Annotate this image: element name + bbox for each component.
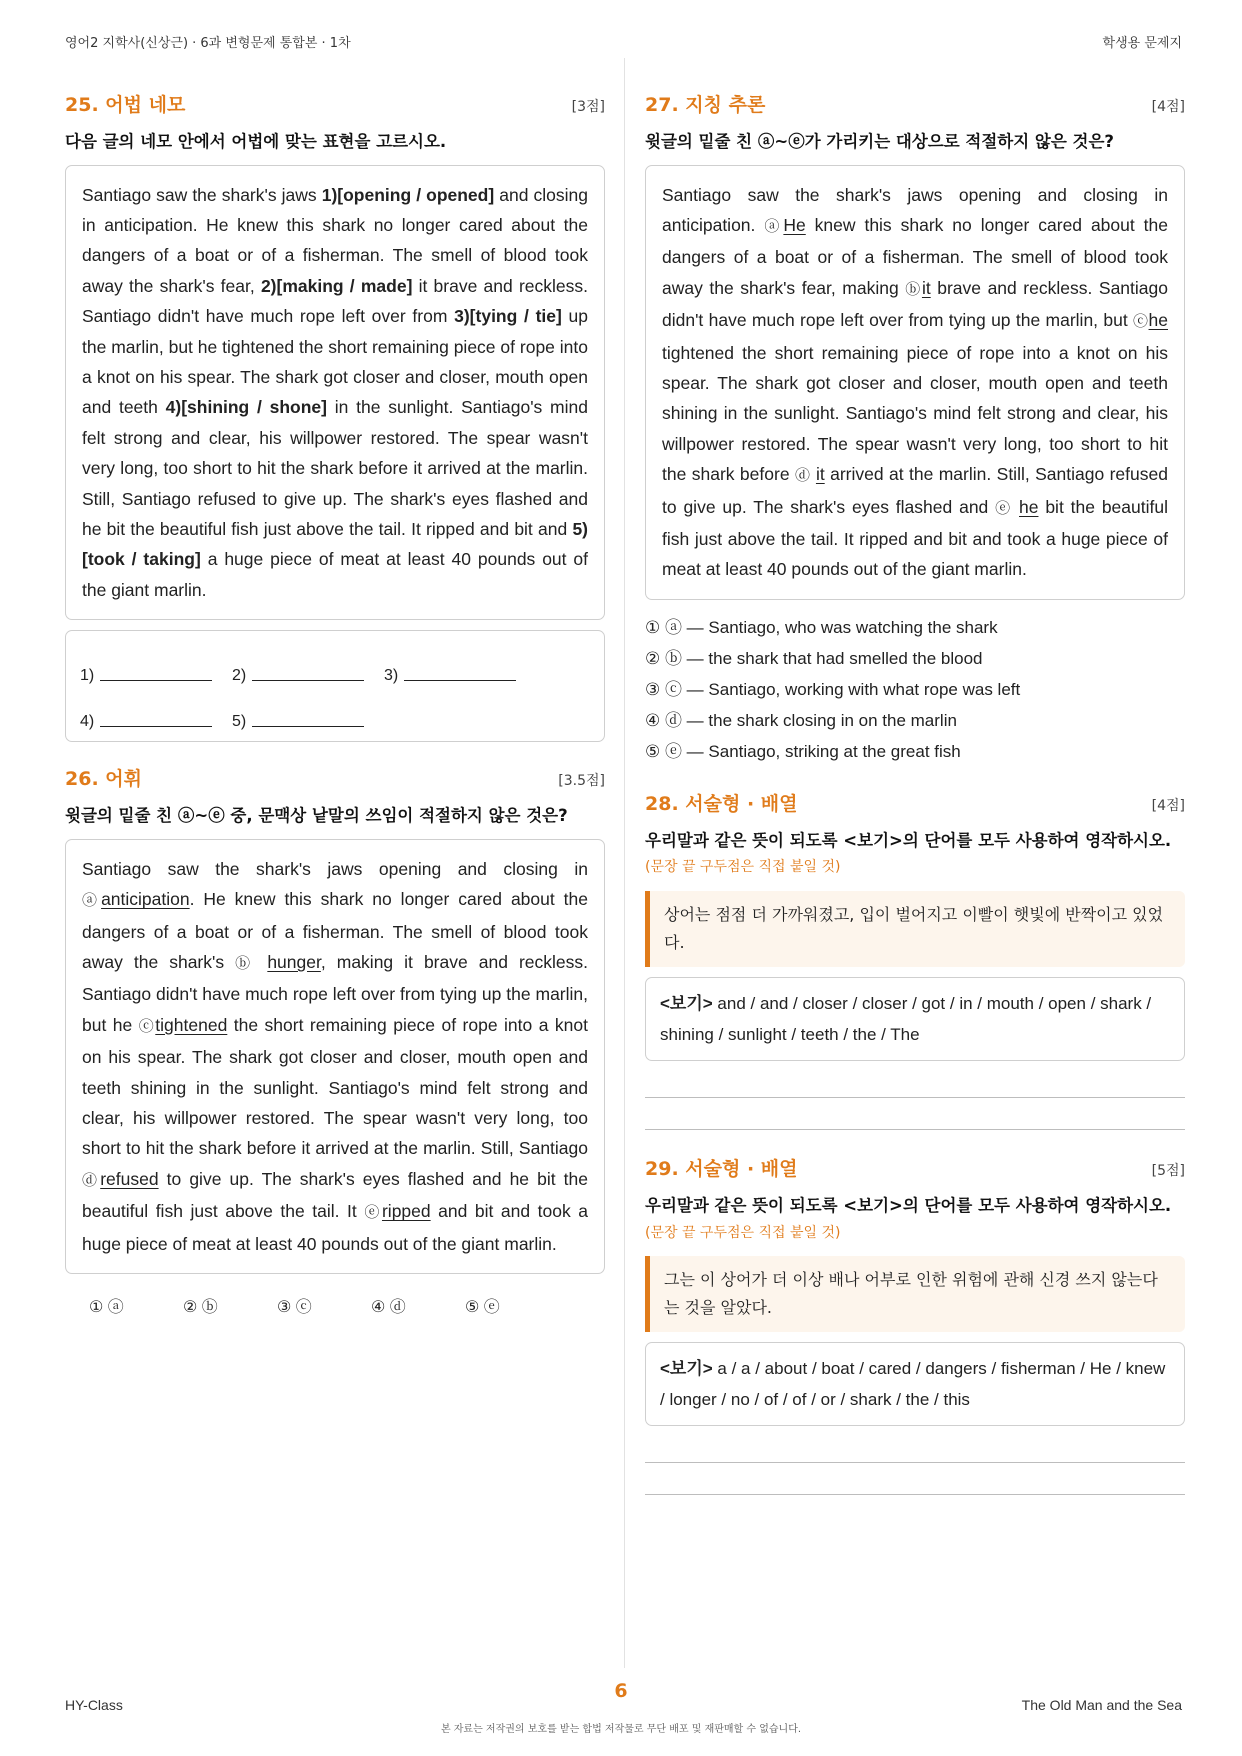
blank-choice: 5) [took / taking] [82, 519, 588, 570]
answer-blank-4[interactable] [80, 713, 232, 731]
question-28 [645, 789, 1185, 1130]
answer-blank-1[interactable] [80, 667, 232, 685]
answer-label: 5) [232, 713, 247, 731]
passage-text: knew this shark no longer cared about the dangers of a boat or of a fisherman. The smell of blood took away the shark's fear, making [662, 214, 1168, 298]
q26-title: 26. 어휘 [65, 768, 142, 791]
q25-passage [65, 165, 605, 621]
q28-instruction [645, 828, 1185, 879]
option-2[interactable]: ② ⓑ — the shark that had smelled the blood [645, 648, 983, 668]
underlined-word: he [1019, 496, 1039, 517]
answer-label: 1) [80, 667, 95, 685]
passage-text: arrived at the marlin. Still, Santiago refused to give up. The shark's eyes flashed and [662, 464, 1168, 517]
circled-marker: ⓓ [82, 1171, 101, 1189]
bogi-label: <보기> [660, 994, 713, 1014]
q29-word-bank [645, 1342, 1185, 1426]
q29-points: [5점] [1151, 1163, 1185, 1180]
passage-text: the short remaining piece of rope into a knot on his spear. The shark got closer and closer, mouth open and teeth shining in the sunlight. Santiago's mind felt strong and clear, his willpower restored. The spear wasn't very long, too short to hit the shark before it arrived at the marlin. Still, Santiago [82, 1014, 588, 1159]
q27-options [645, 612, 1185, 767]
underlined-word: ripped [381, 1201, 431, 1222]
answer-blank-3[interactable] [384, 667, 536, 685]
q26-instruction: 윗글의 밑줄 친 ⓐ~ⓔ 중, 문맥상 낱말의 쓰임이 적절하지 않은 것은? [65, 806, 568, 826]
q27-points: [4점] [1151, 99, 1185, 115]
q29-instruction [645, 1193, 1185, 1244]
circled-marker: ⓓ [794, 467, 811, 485]
circled-marker: ⓒ [138, 1017, 156, 1035]
blank-choice: 4)[shining / shone] [165, 397, 327, 418]
answer-label: 2) [232, 667, 247, 685]
q29-title: 29. 서술형 · 배열 [645, 1158, 798, 1181]
q27-passage [645, 165, 1185, 600]
blank-choice: 2)[making / made] [260, 275, 413, 296]
passage-text: to give up. The shark's eyes flashed and he bit the beautiful fish just above the tail. It [82, 1168, 588, 1222]
passage-text: up the marlin, but he tightened the short remaining piece of rope into a knot on his spear. The shark got closer and closer, mouth open and teeth [82, 306, 588, 418]
underlined-word: he [1148, 310, 1168, 331]
q25-points: [3점] [571, 99, 605, 115]
answer-blank-5[interactable] [232, 713, 384, 731]
circled-marker: ⓐ [82, 892, 102, 910]
passage-text [1012, 497, 1019, 517]
passage-text: Santiago saw the shark's jaws opening and closing in anticipation. [662, 184, 1168, 235]
passage-text [256, 952, 267, 972]
header-left: 영어2 지학사(신상근) · 6과 변형문제 통합본 · 1차 [65, 36, 351, 51]
passage-text: bit the beautiful fish just above the tail. It ripped and bit and took a huge piece of meat at least 40 pounds out of the giant marlin. [662, 496, 1168, 580]
q25-title: 25. 어법 네모 [65, 94, 186, 116]
q29-answer-line-2[interactable] [645, 1494, 1185, 1495]
passage-text: tightened the short remaining piece of rope into a knot on his spear. The shark got closer and closer, mouth open and teeth shining in the sunlight. Santiago's mind felt strong and clear, his willpower restored. The spear wasn't very long, too short to hit the shark before [662, 342, 1168, 485]
answer-label: 3) [384, 667, 399, 685]
passage-text: , making it brave and reckless. Santiago didn't have much rope left over from tying up the marlin, but he [82, 952, 588, 1035]
blank-choice: 3)[tying / tie] [454, 306, 562, 327]
copyright-notice: 본 자료는 저작권의 보호를 받는 합법 저작물로 무단 배포 및 재판매할 수 없습니다. [440, 1724, 802, 1735]
underlined-word: it [921, 277, 931, 298]
q29-answer-line-1[interactable] [645, 1462, 1185, 1463]
passage-text: Santiago saw the shark's jaws [82, 184, 322, 205]
passage-text: and bit and took a huge piece of meat at least 40 pounds out of the giant marlin. [82, 1201, 588, 1254]
footer-brand: HY-Class [65, 1697, 123, 1713]
option-4[interactable]: ④ ⓓ — the shark closing in on the marlin [645, 710, 957, 730]
bogi-label: <보기> [660, 1359, 713, 1379]
bogi-words: and / and / closer / closer / got / in / mouth / open / shark / shining / sunlight / teeth / the / The [660, 994, 1152, 1045]
answer-blank-2[interactable] [232, 667, 384, 685]
choice-4[interactable]: ④ ⓓ [371, 1299, 406, 1317]
blank-choice: 1)[opening / opened] [321, 184, 495, 205]
q26-points: [3.5점] [558, 773, 605, 790]
q28-korean-sentence: 상어는 점점 더 가까워졌고, 입이 벌어지고 이빨이 햇빛에 반짝이고 있었다. [645, 891, 1185, 967]
choice-3[interactable]: ③ ⓒ [277, 1299, 312, 1317]
circled-marker: ⓒ [1133, 313, 1149, 331]
circled-marker: ⓑ [235, 955, 257, 973]
bogi-words: a / a / about / boat / cared / dangers / fisherman / He / knew / longer / no / of / of / or / shark / the / this [660, 1359, 1166, 1410]
passage-text: and closing in anticipation. He knew this shark no longer cared about the dangers of a boat or of a fisherman. The smell of blood took away the shark's fear, [82, 184, 588, 296]
option-5[interactable]: ⑤ ⓔ — Santiago, striking at the great fish [645, 741, 961, 761]
footer-title: The Old Man and the Sea [1021, 1697, 1182, 1713]
choice-2[interactable]: ② ⓑ [183, 1299, 218, 1317]
passage-text: a huge piece of meat at least 40 pounds out of the giant marlin. [82, 549, 589, 600]
circled-marker: ⓐ [764, 217, 784, 235]
instruction-note: (문장 끝 구두점은 직접 붙일 것) [645, 859, 841, 876]
passage-text: Santiago saw the shark's jaws opening and closing in [82, 858, 588, 879]
question-27 [645, 90, 1185, 767]
answer-label: 4) [80, 713, 95, 731]
circled-marker: ⓔ [364, 1204, 382, 1222]
column-divider [624, 58, 625, 1668]
instruction-note: (문장 끝 구두점은 직접 붙일 것) [645, 1224, 841, 1241]
header-right: 학생용 문제지 [1102, 36, 1182, 51]
underlined-word: tightened [155, 1014, 228, 1035]
question-29 [645, 1154, 1185, 1495]
q29-korean-sentence: 그는 이 상어가 더 이상 배나 어부로 인한 위험에 관해 신경 쓰지 않는다는 것을 알았다. [645, 1256, 1185, 1332]
instruction-text: 우리말과 같은 뜻이 되도록 <보기>의 단어를 모두 사용하여 영작하시오. [645, 1196, 1172, 1216]
q28-answer-line-1[interactable] [645, 1097, 1185, 1098]
left-column [65, 90, 605, 1317]
q25-answer-box [65, 630, 605, 742]
q27-instruction: 윗글의 밑줄 친 ⓐ~ⓔ가 가리키는 대상으로 적절하지 않은 것은? [645, 132, 1114, 151]
right-column [645, 90, 1185, 1495]
q28-points: [4점] [1151, 797, 1185, 814]
q26-choices [65, 1294, 605, 1317]
q28-title: 28. 서술형 · 배열 [645, 792, 798, 815]
question-25 [65, 90, 605, 742]
choice-5[interactable]: ⑤ ⓔ [465, 1299, 500, 1317]
q27-title: 27. 지칭 추론 [645, 94, 766, 116]
underlined-word: it [815, 464, 825, 485]
passage-text: in the sunlight. Santiago's mind felt strong and clear, his willpower restored. The spear wasn't very long, too short to hit the shark before it arrived at the marlin. Still, Santiago refused to give up. The shark's eyes flashed and he bit the beautiful fish just above the tail. It ripped and bit and [82, 397, 588, 540]
option-3[interactable]: ③ ⓒ — Santiago, working with what rope was left [645, 679, 1021, 699]
passage-text: it brave and reckless. Santiago didn't have much rope left over from [82, 275, 588, 327]
underlined-word: He [783, 214, 806, 235]
option-1[interactable]: ① ⓐ — Santiago, who was watching the shark [645, 617, 998, 637]
passage-text: . He knew this shark no longer cared about the dangers of a boat or of a fisherman. The smell of blood took away the shark's [82, 889, 588, 973]
page-number: 6 [614, 1680, 628, 1702]
instruction-text: 우리말과 같은 뜻이 되도록 <보기>의 단어를 모두 사용하여 영작하시오. [645, 830, 1172, 850]
circled-marker: ⓔ [995, 499, 1013, 517]
underlined-word: hunger [267, 952, 321, 973]
q26-passage [65, 839, 605, 1274]
q25-instruction: 다음 글의 네모 안에서 어법에 맞는 표현을 고르시오. [65, 132, 447, 151]
passage-text: brave and reckless. Santiago didn't have much rope left over from tying up the marlin, but [662, 277, 1168, 331]
choice-1[interactable]: ① ⓐ [89, 1299, 124, 1317]
q28-answer-line-2[interactable] [645, 1129, 1185, 1130]
q28-word-bank [645, 977, 1185, 1061]
circled-marker: ⓑ [905, 280, 922, 298]
underlined-word: refused [100, 1168, 159, 1189]
question-26 [65, 764, 605, 1317]
underlined-word: anticipation [101, 889, 190, 910]
